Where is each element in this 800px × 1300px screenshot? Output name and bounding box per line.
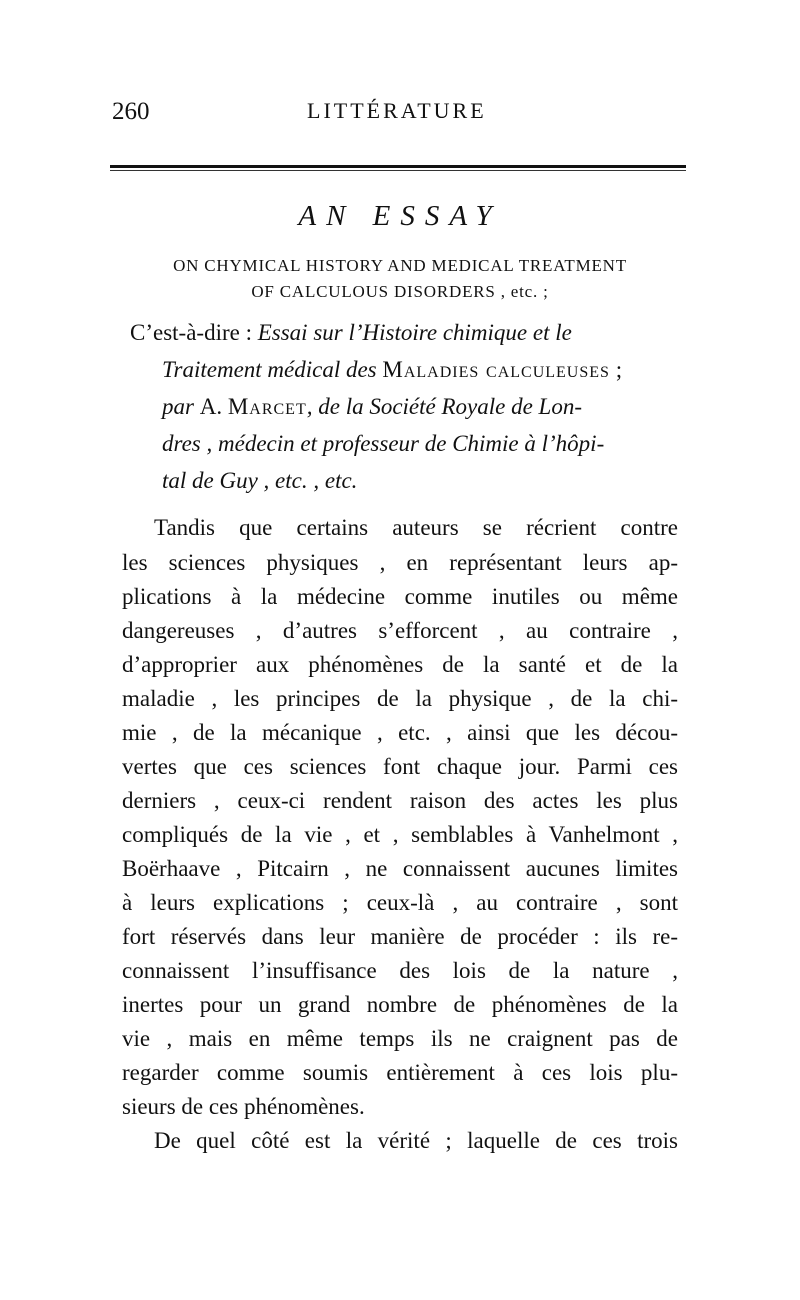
body-line: inertes pour un grand nombre de phénomènes de la	[122, 992, 678, 1017]
body-line: sieurs de ces phénomènes.	[122, 1094, 365, 1119]
body-line: compliqués de la vie , et , semblables à Vanhelmont ,	[122, 822, 678, 847]
body-line: vertes que ces sciences font chaque jour. Parmi ces	[122, 754, 678, 779]
body-line: plications à la médecine comme inutiles ou même	[122, 584, 678, 609]
body-line: De quel côté est la vérité ; laquelle de ces trois	[154, 1128, 678, 1153]
citation-line-3	[162, 394, 582, 420]
citation-french-title-2: Traitement médical des	[162, 357, 383, 382]
citation-line-1	[130, 320, 572, 346]
body-line: fort réservés dans leur manière de procéder : ils re-	[122, 924, 678, 949]
citation-author: Marcet	[227, 394, 307, 419]
body-line: mie , de la mécanique , etc. , ainsi que les décou-	[122, 720, 678, 745]
citation-line-2	[162, 357, 622, 383]
essay-title: AN ESSAY	[298, 200, 502, 232]
body-line: Tandis que certains auteurs se récrient contre	[154, 515, 678, 540]
body-line: regarder comme soumis entièrement à ces lois plu-	[122, 1060, 678, 1085]
body-line: Boërhaave , Pitcairn , ne connaissent aucunes limites	[122, 856, 678, 881]
citation-society: , de la Société Royale de Lon-	[306, 394, 583, 419]
citation-profession: dres , médecin et professeur de Chimie à l’hôpi-	[162, 431, 605, 456]
header-rule-thin	[110, 170, 686, 171]
body-line: vie , mais en même temps ils ne craignent pas de	[122, 1026, 678, 1051]
subtitle-line-2: OF CALCULOUS DISORDERS , etc. ;	[251, 282, 549, 301]
citation-maladies: Maladies calculeuses	[382, 357, 610, 382]
header-rule-thick	[110, 165, 686, 168]
citation-hospital: tal de Guy , etc. , etc.	[162, 468, 358, 493]
citation-line-4	[162, 431, 604, 457]
body-line: les sciences physiques , en représentant leurs ap-	[122, 550, 678, 575]
citation-prefix: C’est-à-dire :	[130, 320, 258, 345]
running-title: LITTÉRATURE	[307, 98, 487, 123]
body-line: maladie , les principes de la physique , de la chi-	[122, 686, 678, 711]
citation-initial: A.	[199, 394, 228, 419]
citation-par: par	[162, 394, 200, 419]
header-rule	[110, 165, 686, 170]
body-line: derniers , ceux-ci rendent raison des actes les plus	[122, 788, 678, 813]
running-head	[112, 98, 686, 132]
page-number: 260	[112, 98, 150, 125]
citation-french-title-1: Essai sur l’Histoire chimique et le	[257, 320, 572, 345]
body-line: à leurs explications ; ceux-là , au contraire , sont	[122, 890, 678, 915]
citation-punct: ;	[609, 357, 623, 382]
body-line: d’approprier aux phénomènes de la santé et de la	[122, 652, 678, 677]
subtitle-line-1: ON CHYMICAL HISTORY AND MEDICAL TREATMENT	[173, 256, 627, 275]
citation-line-5	[162, 468, 357, 494]
body-line: connaissent l’insuffisance des lois de la nature ,	[122, 958, 678, 983]
body-line: dangereuses , d’autres s’efforcent , au contraire ,	[122, 618, 678, 643]
